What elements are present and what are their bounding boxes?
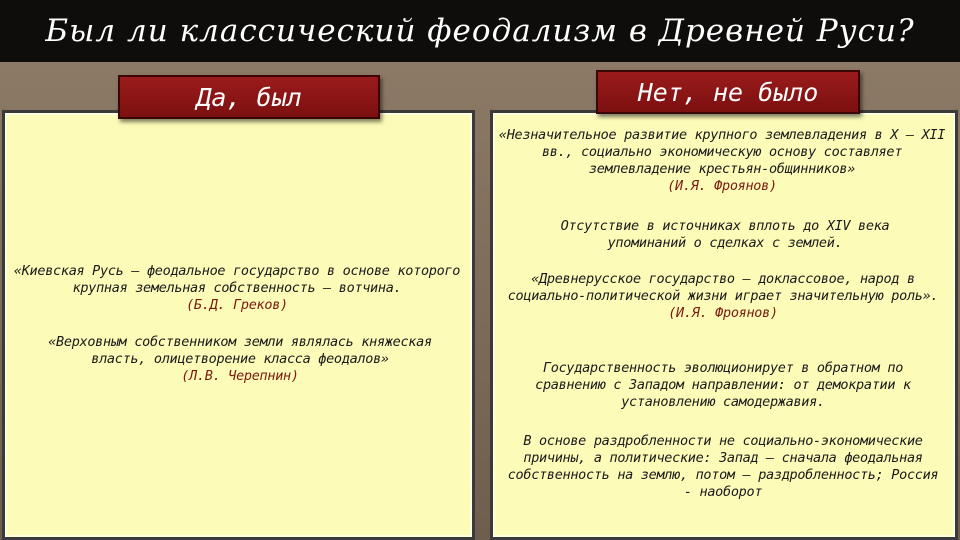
quote-author: (Б.Д. Греков)	[186, 297, 288, 313]
yes-header-ribbon: Да, был	[118, 75, 380, 119]
quote-author: (Л.В. Черепнин)	[181, 368, 299, 384]
item-author: (И.Я. Фроянов)	[668, 305, 778, 321]
right-item-5	[503, 433, 943, 501]
right-item-3	[500, 271, 946, 322]
quote-text: «Киевская Русь – феодальное государство в основе которого крупная земельная собственность – вотчина.	[13, 263, 461, 296]
item-text: «Древнерусское государство – доклассовое, народ в социально-политической жизни играет значительную роль».	[507, 271, 939, 304]
item-text: В основе раздробленности не социально-экономические причины, а политические: Запад – сначала феодальная собственность на землю, потом – раздробленность; Россия - наоборот	[507, 433, 939, 500]
item-text: Отсутствие в источниках вплоть до XIV века упоминаний о сделках с землей.	[560, 218, 890, 251]
no-header-ribbon: Нет, не было	[596, 70, 860, 114]
right-item-4	[505, 360, 941, 411]
slide-title: Был ли классический феодализм в Древней Руси?	[0, 0, 960, 62]
item-text: Государственность эволюционирует в обратном по сравнению с Западом направлении: от демократии к установлению самодержавия.	[535, 360, 911, 410]
item-text: «Незначительное развитие крупного землевладения в X – XII вв., социально экономическую основу составляет землевладение крестьян-общинников»	[498, 127, 946, 177]
right-item-1	[496, 127, 948, 195]
quote-text: «Верховным собственником земли являлась княжеская власть, олицетворение класса феодалов»	[48, 334, 432, 367]
left-panel	[2, 110, 475, 540]
right-item-2	[520, 218, 930, 252]
left-quote-2	[20, 334, 460, 385]
left-quote-1	[12, 263, 462, 314]
item-author: (И.Я. Фроянов)	[667, 178, 777, 194]
